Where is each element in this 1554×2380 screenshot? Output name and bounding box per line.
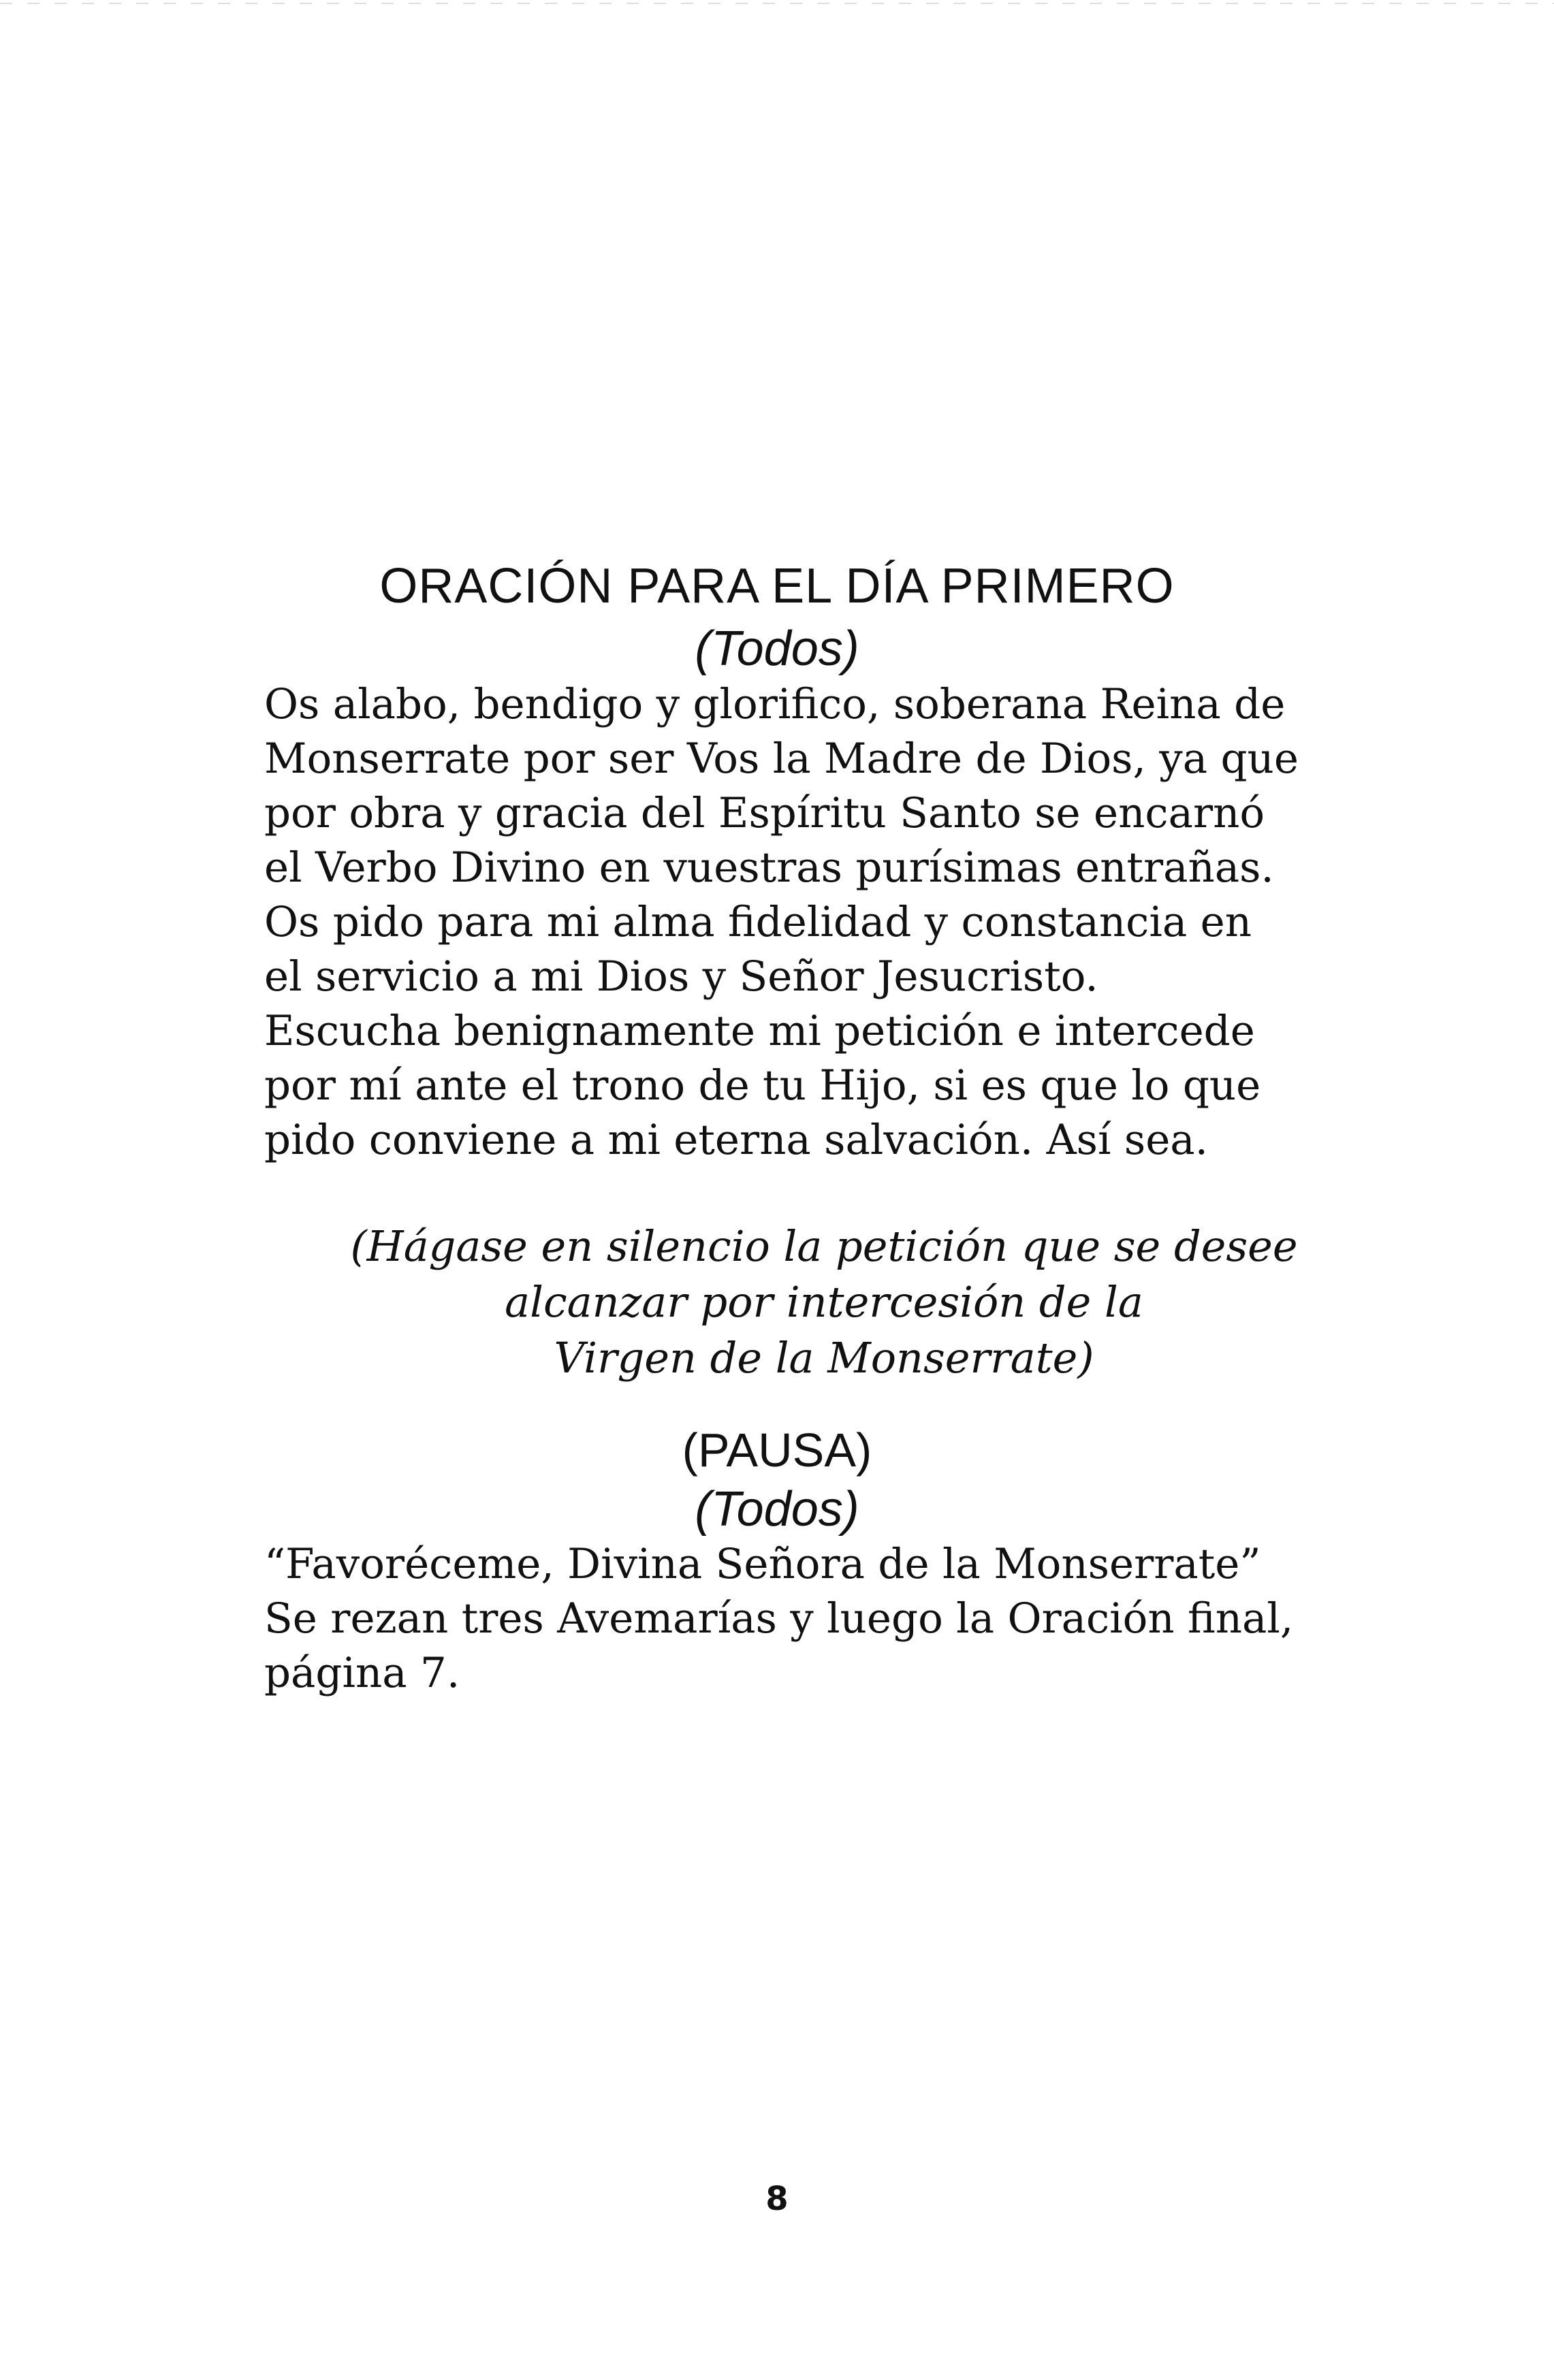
closing-line: “Favoréceme, Divina Señora de la Monserrate” bbox=[264, 1540, 1261, 1588]
closing-line: página 7. bbox=[264, 1649, 460, 1697]
closing-text bbox=[264, 1537, 1395, 1701]
prayer-title: ORACIÓN PARA EL DÍA PRIMERO bbox=[379, 559, 1175, 613]
speaker-label: (Todos) bbox=[695, 622, 859, 676]
prayer-line: por obra y gracia del Espíritu Santo se encarnó bbox=[264, 789, 1265, 837]
prayer-line: Os pido para mi alma fidelidad y constancia en bbox=[264, 898, 1252, 946]
instruction-line: (Hágase en silencio la petición que se desee bbox=[350, 1221, 1298, 1271]
prayer-line: pido conviene a mi eterna salvación. Así sea. bbox=[264, 1116, 1209, 1164]
prayer-line: Os alabo, bendigo y glorifico, soberana Reina de bbox=[264, 680, 1286, 728]
prayer-body bbox=[264, 677, 1395, 1168]
instruction-line: Virgen de la Monserrate) bbox=[554, 1333, 1094, 1383]
prayer-line: Monserrate por ser Vos la Madre de Dios, ya que bbox=[264, 735, 1299, 783]
prayer-line: por mí ante el trono de tu Hijo, si es que lo que bbox=[264, 1061, 1261, 1110]
prayer-line: el Verbo Divino en vuestras purísimas entrañas. bbox=[264, 843, 1274, 892]
instruction-note bbox=[259, 1219, 1389, 1386]
instruction-line: alcanzar por intercesión de la bbox=[505, 1277, 1143, 1327]
closing-line: Se rezan tres Avemarías y luego la Oración final, bbox=[264, 1594, 1294, 1643]
pause-label: (PAUSA) bbox=[682, 1424, 872, 1477]
scan-artifact-line bbox=[0, 3, 1554, 4]
speaker-label-2: (Todos) bbox=[695, 1482, 859, 1537]
prayer-line: el servicio a mi Dios y Señor Jesucristo. bbox=[264, 952, 1098, 1001]
prayer-line: Escucha benignamente mi petición e intercede bbox=[264, 1007, 1255, 1055]
page-number: 8 bbox=[765, 2180, 789, 2218]
